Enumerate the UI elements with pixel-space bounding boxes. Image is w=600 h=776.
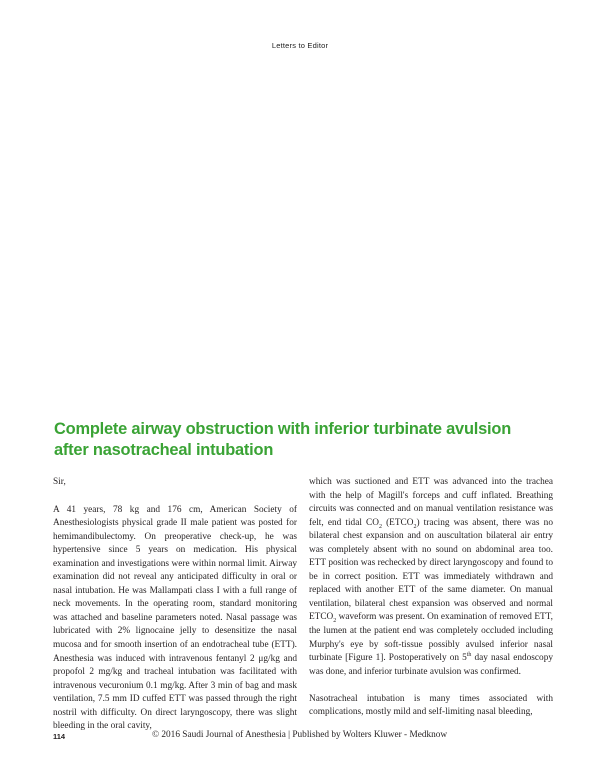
footer-citation: © 2016 Saudi Journal of Anesthesia | Published by Wolters Kluwer - Medknow [152,730,448,740]
case-paragraph: A 41 years, 78 kg and 176 cm, American Society of Anesthesiologists physical grade II male patient was posted for hemimandibulectomy. On preoperative check-up, he was hypertensive since 5 years on medication. His physical examination and investigations were within normal limit. Airway examination did not reveal any anticipated difficulty in oral or nasal intubation. He was Mallampati class I with a full range of neck movements. In the operating room, standard monitoring was attached and baseline parameters noted. Nasal passage was lubricated with 2% lignocaine jelly to desensitize the nasal mucosa and for smooth insertion of an endotracheal tube (ETT). Anesthesia was induced with intravenous fentanyl 2 μg/kg and propofol 2 mg/kg and tracheal intubation was facilitated with intravenous vecuronium 0.1 mg/kg. After 3 min of bag and mask ventilation, 7.5 mm ID cuffed ETT was passed through the right nostril with difficulty. On direct laryngoscopy, there was slight bleeding in the oral cavity, [53,504,297,732]
page-number: 114 [53,732,66,741]
salutation: Sir, [53,477,66,487]
title-line-2: after nasotracheal intubation [54,441,274,459]
article-title [54,419,554,461]
running-header: Letters to Editor [271,41,329,50]
discussion-paragraph: Nasotracheal intubation is many times associated with complications, mostly mild and self-limiting nasal bleeding, [309,693,553,718]
left-column [53,476,297,734]
title-line-1: Complete airway obstruction with inferior turbinate avulsion [54,420,512,438]
case-paragraph-continued: which was suctioned and ETT was advanced into the trachea with the help of Magill's forceps and cuff inflated. Breathing circuits was connected and on manual ventilation resistance was felt, end tidal $CO_2$ $(ETCO_2)$ tracing was absent, there was no bilateral chest expansion and on auscultation bilateral air entry was completely absent with no sound on abdominal area too. ETT position was rechecked by direct laryngoscopy and found to be in correct position. ETT was immediately withdrawn and replaced with another ETT of the same diameter. On manual ventilation, bilateral chest expansion was observed and normal $ETCO_2$ waveform was present. On examination of removed ETT, the lumen at the patient end was completely occluded including Murphy's eye by soft-tissue possibly avulsed inferior nasal turbinate [Figure 1]. Postoperatively on 5th day nasal endoscopy was done, and inferior turbinate avulsion was confirmed. [309,477,553,677]
right-column [309,476,553,720]
